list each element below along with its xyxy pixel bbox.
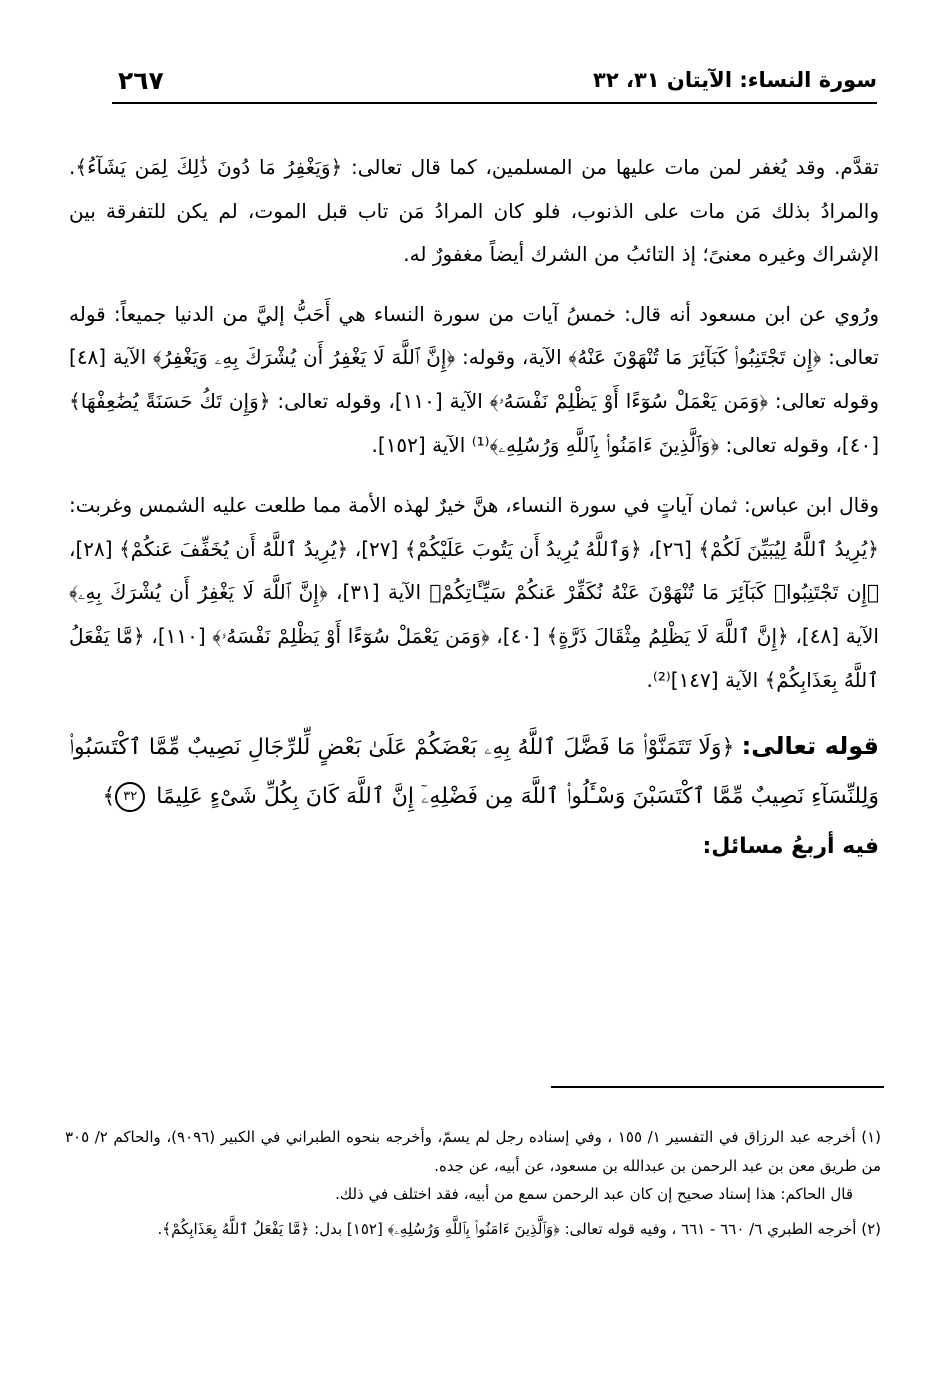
footnote-divider xyxy=(551,1086,884,1088)
section-heading: فيه أربعُ مسائل: xyxy=(702,834,879,860)
paragraph-3: وقال ابن عباس: ثمان آياتٍ في سورة النساء، هنَّ خيرٌ لهذه الأمة مما طلعت عليه الشمس وغربت: ﴿يُرِيدُ ٱللَّهُ لِيُبَيِّنَ لَكُمْ﴾ [٢٦]، ﴿وَٱللَّهُ يُرِيدُ أَن يَتُوبَ عَلَيْكُمْ﴾ [٢٧]، ﴿يُرِيدُ ٱللَّهُ أَن يُخَفِّفَ عَنكُمْ﴾ [٢٨]، ﴿إِن تَجْتَنِبُوا۟ كَبَآئِرَ مَا تُنْهَوْنَ عَنْهُ نُكَفِّرْ عَنكُمْ سَيِّـَٔاتِكُمْ﴾ الآية [٣١]، ﴿إِنَّ ٱللَّهَ لَا يَغْفِرُ أَن يُشْرَكَ بِهِۦ﴾ الآية [٤٨]، ﴿إِنَّ ٱللَّهَ لَا يَظْلِمُ مِثْقَالَ ذَرَّةٍ﴾ [٤٠]، ﴿وَمَن يَعْمَلْ سُوٓءًا أَوْ يَظْلِمْ نَفْسَهُۥ﴾ [١١٠]، ﴿مَّا يَفْعَلُ ٱللَّهُ بِعَذَابِكُمْ﴾ الآية [١٤٧]⁽²⁾. xyxy=(69,493,879,692)
verse-close-bracket: ﴾ xyxy=(102,783,116,809)
footnote-1-text: (١) أخرجه عبد الرزاق في التفسير ١/ ١٥٥ ، وفي إسناده رجل لم يسمّ، وأخرجه بنحوه الطبراني في الكبير (٩٠٩٦)، والحاكم ٢/ ٣٠٥ من طريق معن بن عبد الرحمن بن عبدالله بن مسعود، عن أبيه، عن جده. xyxy=(65,1128,881,1175)
page-header xyxy=(112,66,877,104)
verse-intro: قوله تعالى: xyxy=(741,732,879,761)
verse-number-marker: ٣٢ xyxy=(115,782,145,812)
footnote-1 xyxy=(65,1123,881,1209)
verse-text: ﴿وَلَا تَتَمَنَّوْا۟ مَا فَضَّلَ ٱللَّهُ بِهِۦ بَعْضَكُمْ عَلَىٰ بَعْضٍ لِّلرِّجَالِ نَصِيبٌ مِّمَّا ٱكْتَسَبُوا۟ وَلِلنِّسَآءِ نَصِيبٌ مِّمَّا ٱكْتَسَبْنَ وَسْـَٔلُوا۟ ٱللَّهَ مِن فَضْلِهِۦٓ إِنَّ ٱللَّهَ كَانَ بِكُلِّ شَىْءٍ عَلِيمًا xyxy=(69,735,879,809)
footnote-2-text: (٢) أخرجه الطبري ٦/ ٦٦٠ - ٦٦١ ، وفيه قوله تعالى: ﴿وَٱلَّذِينَ ءَامَنُوا۟ بِٱللَّهِ وَرُسُلِهِۦ﴾ [١٥٢] بدل: ﴿مَّا يَفْعَلُ ٱللَّهُ بِعَذَابِكُمْ﴾. xyxy=(157,1219,881,1238)
main-text xyxy=(69,146,879,867)
footnote-2 xyxy=(65,1215,881,1244)
verse-block xyxy=(69,722,879,821)
paragraph-2: ورُوي عن ابن مسعود أنه قال: خمسُ آيات من سورة النساء هي أَحَبُّ إليَّ من الدنيا جميعاً: قوله تعالى: ﴿إِن تَجْتَنِبُوا۟ كَبَآئِرَ مَا تُنْهَوْنَ عَنْهُ﴾ الآية، وقوله: ﴿إِنَّ ٱللَّهَ لَا يَغْفِرُ أَن يُشْرَكَ بِهِۦ وَيَغْفِرُ﴾ الآية [٤٨] وقوله تعالى: ﴿وَمَن يَعْمَلْ سُوٓءًا أَوْ يَظْلِمْ نَفْسَهُۥ﴾ الآية [١١٠]، وقوله تعالى: ﴿وَإِن تَكُ حَسَنَةً يُضَٰعِفْهَا﴾ [٤٠]، وقوله تعالى: ﴿وَٱلَّذِينَ ءَامَنُوا۟ بِٱللَّهِ وَرُسُلِهِۦ﴾⁽¹⁾ الآية [١٥٢]. xyxy=(69,301,879,457)
page-number: ٢٦٧ xyxy=(118,66,164,95)
running-title: سورة النساء: الآيتان ٣١، ٣٢ xyxy=(593,68,877,92)
paragraph-1: تقدَّم. وقد يُغفر لمن مات عليها من المسلمين، كما قال تعالى: ﴿وَيَغْفِرُ مَا دُونَ ذَٰلِكَ لِمَن يَشَآءُ﴾. والمرادُ بذلك مَن مات على الذنوب، فلو كان المرادُ مَن تاب قبل الموت، لم يكن للتفرقة بين الإشراك وغيره معنىً؛ إذ التائبُ من الشرك أيضاً مغفورٌ له. xyxy=(69,155,879,267)
footnotes xyxy=(65,1123,881,1249)
footnote-1-continuation: قال الحاكم: هذا إسناد صحيح إن كان عبد الرحمن سمع من أبيه، فقد اختلف في ذلك. xyxy=(335,1185,853,1204)
